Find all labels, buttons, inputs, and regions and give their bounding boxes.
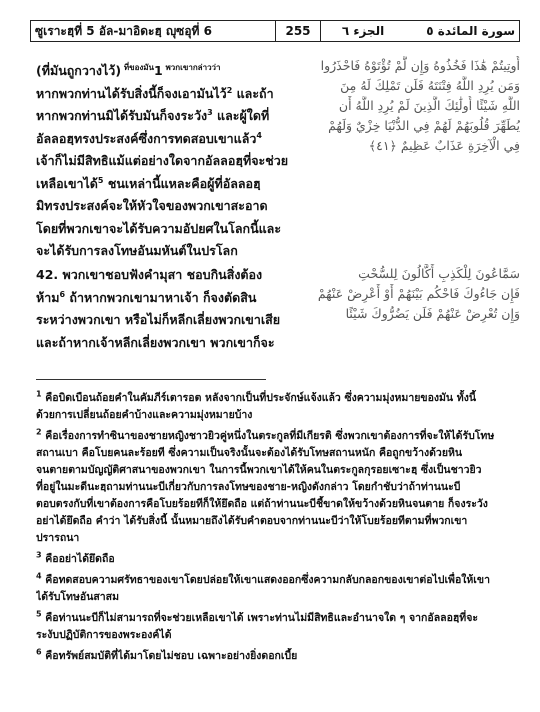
thai-translation-41 [36, 60, 308, 263]
footnote-line [36, 462, 520, 479]
footnote-number: 4 [36, 572, 42, 581]
thai-text-segment: โดยที่พวกเขาจะได้รับความอัปยศในโลกนี้และ [36, 220, 282, 236]
header-surah-arabic: سورة المائدة ٥ [426, 24, 515, 38]
thai-line [36, 173, 308, 196]
footnote-text: ด้วยการเปลี่ยนถ้อยคำบ้างและความมุ่งหมายบ้าง [36, 409, 253, 421]
thai-line [36, 240, 308, 263]
footnote-text: ที่อยู่ในมะดีนะฮฺถามท่านนะบีเกี่ยวกับการลงโทษของชาย-หญิงดังกล่าว โดยกำชับว่าถ้าท่านนะบี [36, 481, 461, 493]
thai-text-segment: ถ้าหากพวกเขามาหาเจ้า ก็จงตัดสิน [65, 289, 257, 305]
footnote-text: ระงับปฏิบัติการของพระองค์ได้ [36, 629, 172, 641]
footnote-line [36, 648, 520, 665]
header-juz-arabic: الجزء ٦ [341, 24, 385, 38]
footnote-number: 1 [36, 390, 42, 399]
header-thai-title: ซูเราะฮฺที่ 5 อัล-มาอิดะฮฺ ญุซอุที่ 6 [35, 23, 212, 38]
footnote-item [36, 551, 520, 568]
thai-text-segment: และถ้าหากเจ้าหลีกเลี่ยงพวกเขา พวกเขาก็จะ [36, 334, 275, 350]
footnote-marker: ที่ของมัน [121, 62, 155, 72]
thai-line [36, 309, 308, 332]
footnote-line [36, 390, 520, 407]
arabic-line: فَإِن جَاءُوكَ فَاحْكُم بَيْنَهُمْ أَوْ أَعْرِضْ عَنْهُمْ [317, 286, 520, 301]
thai-line [36, 150, 308, 173]
footnote-marker: 4 [256, 130, 262, 140]
page-number: 255 [275, 21, 321, 41]
thai-text-segment: ห้าม [36, 289, 60, 305]
footnote-line [36, 428, 520, 445]
footnote-number: 6 [36, 648, 42, 657]
footnotes [36, 390, 520, 669]
footnote-line [36, 551, 520, 568]
thai-text-segment: 1 [154, 63, 163, 78]
footnote-text: อย่าได้ยึดถือ คำว่า ได้รับสิ่งนี้ นั้นหมายถึงได้รับคำตอบจากท่านนะบีว่าให้โบยร้อยทีตามที่พวกเขา [36, 515, 468, 527]
footnote-line [36, 479, 520, 496]
thai-line [36, 128, 308, 151]
footnote-item [36, 390, 520, 424]
page-header [30, 20, 520, 42]
arabic-line: وَمَن يُرِدِ اللَّهُ فِتْنَتَهُ فَلَن تَمْلِكَ لَهُ مِنَ [340, 78, 520, 93]
footnote-text: คือท่านนะบีก็ไม่สามารถที่จะช่วยเหลือเขาได้ เพราะท่านไม่มีสิทธิและอำนาจใด ๆ จากอัลลอฮฺที่จะ [45, 612, 478, 624]
footnote-item [36, 648, 520, 665]
thai-text-segment: ชนเหล่านี้แหละคือผู้ที่อัลลอฮฺ [103, 175, 261, 191]
footnote-line [36, 610, 520, 627]
footnote-number: 2 [36, 428, 42, 437]
arabic-verse-41 [306, 56, 520, 186]
footnote-number: 3 [36, 551, 42, 560]
thai-line [36, 332, 308, 355]
footnote-text: คือเรื่องการทำซินาของชายหญิงชาวยิวคู่หนึ่งในตระกูลที่มีเกียรติ ซึ่งพวกเขาต้องการที่จะให้ได้รับโทษ [45, 430, 495, 442]
thai-text-segment: หากพวกท่านมิได้รับมันก็จงระวัง [36, 108, 208, 123]
footnote-text: คือทดสอบความศรัทธาของเขาโดยปล่อยให้เขาแสดงออกซึ่งความกลับกลอกของเขาต่อไปเพื่อให้เขา [45, 574, 490, 586]
footnote-line [36, 572, 520, 589]
footnote-line [36, 496, 520, 513]
footnote-marker: 3 [207, 107, 213, 117]
footnote-text: คืออย่าได้ยึดถือ [45, 553, 115, 565]
footnote-marker: พวกเขากล่าวว่า [162, 62, 221, 72]
footnote-line [36, 513, 520, 530]
arabic-line: أُوتِيتُمْ هَٰذَا فَخُذُوهُ وَإِن لَّمْ تُؤْتَوْهُ فَاحْذَرُوا [320, 58, 520, 73]
thai-line [36, 60, 308, 83]
footnote-line [36, 445, 520, 462]
footnote-text: คือทรัพย์สมบัติที่ได้มาโดยไม่ชอบ เฉพาะอย่างยิ่งดอกเบี้ย [45, 650, 298, 662]
footnote-marker: 2 [226, 85, 233, 95]
thai-text-segment: และถ้า [232, 85, 274, 101]
footnote-divider [36, 379, 266, 380]
arabic-line: فِي الْآخِرَةِ عَذَابٌ عَظِيمٌ ﴿٤١﴾ [368, 138, 520, 153]
footnote-marker: 6 [59, 289, 66, 299]
footnote-line [36, 627, 520, 644]
thai-text-segment: หากพวกท่านได้รับสิ่งนี้ก็จงเอามันไว้ [36, 85, 227, 101]
footnote-text: ปรารถนา [36, 532, 80, 544]
arabic-line: وَإِن تُعْرِضْ عَنْهُمْ فَلَن يَضُرُّوكَ شَيْئًا [345, 306, 520, 321]
footnote-text: ตอบตรงกับที่เขาต้องการคือโบยร้อยทีก็ให้ยึดถือ แต่ถ้าท่านนะบีชี้ขาดให้ขว้างด้วยหินจนตาย ก็จงระวัง [36, 498, 488, 510]
footnote-number: 5 [36, 610, 42, 619]
footnote-text: ได้รับโทษอันสาสม [36, 591, 120, 603]
arabic-verse-42 [306, 264, 520, 334]
thai-line [36, 264, 308, 287]
thai-line [36, 195, 308, 218]
footnote-text: คือบิดเบือนถ้อยคำในคัมภีร์เตารอต หลังจากเป็นที่ประจักษ์แจ้งแล้ว ซึ่งความมุ่งหมายของมัน ทั้งนี้ [45, 392, 476, 404]
footnote-item [36, 572, 520, 606]
thai-line [36, 83, 308, 106]
arabic-line: اللَّهِ شَيْئًا أُولَٰئِكَ الَّذِينَ لَمْ يُرِدِ اللَّهُ أَن [338, 98, 520, 113]
footnote-item [36, 428, 520, 547]
thai-line [36, 287, 308, 310]
arabic-line: سَمَّاعُونَ لِلْكَذِبِ أَكَّالُونَ لِلسُّحْتِ [358, 266, 520, 281]
footnote-text: จนตายตามบัญญัติศาสนาของพวกเขา ในการนี้พวกเขาได้ให้คนในตระกูลกุรอยเซาะฮฺ ซึ่งเป็นชาวยิว [36, 464, 482, 476]
thai-text-segment: อัลลอฮฺทรงประสงค์ซึ่งการทดสอบเขาแล้ว [36, 130, 257, 146]
thai-text-segment: มิทรงประสงค์จะให้หัวใจของพวกเขาสะอาด [36, 198, 268, 213]
thai-translation-42 [36, 264, 308, 354]
thai-text-segment: จะได้รับการลงโทษอันมหันต์ในปรโลก [36, 243, 238, 258]
thai-text-segment: เหลือเขาได้ [36, 175, 98, 191]
footnote-line [36, 407, 520, 424]
footnote-marker: 5 [97, 175, 104, 185]
thai-text-segment: (ที่มันถูกวางไว้) [36, 63, 122, 78]
footnote-line [36, 530, 520, 547]
thai-line [36, 218, 308, 241]
thai-text-segment: และผู้ใดที่ [212, 108, 270, 123]
footnote-line [36, 589, 520, 606]
arabic-line: يُطَهِّرَ قُلُوبَهُمْ لَهُمْ فِي الدُّنْيَا خِزْيٌ وَلَهُمْ [328, 118, 520, 133]
thai-text-segment: เจ้าก็ไม่มีสิทธิแม้แต่อย่างใดจากอัลลอฮฺที่จะช่วย [36, 153, 289, 168]
thai-text-segment: 42. พวกเขาชอบฟังคำมุสา ชอบกินสิ่งต้อง [36, 267, 263, 282]
thai-text-segment: ระหว่างพวกเขา หรือไม่ก็หลีกเลี่ยงพวกเขาเสีย [36, 312, 281, 327]
footnote-text: สถานเบา คือโบยคนละร้อยที ซึ่งความเป็นจริงนั้นจะต้องได้รับโทษสถานหนัก คือถูกขว้างด้วยหิน [36, 447, 463, 459]
footnote-item [36, 610, 520, 644]
thai-line [36, 105, 308, 128]
